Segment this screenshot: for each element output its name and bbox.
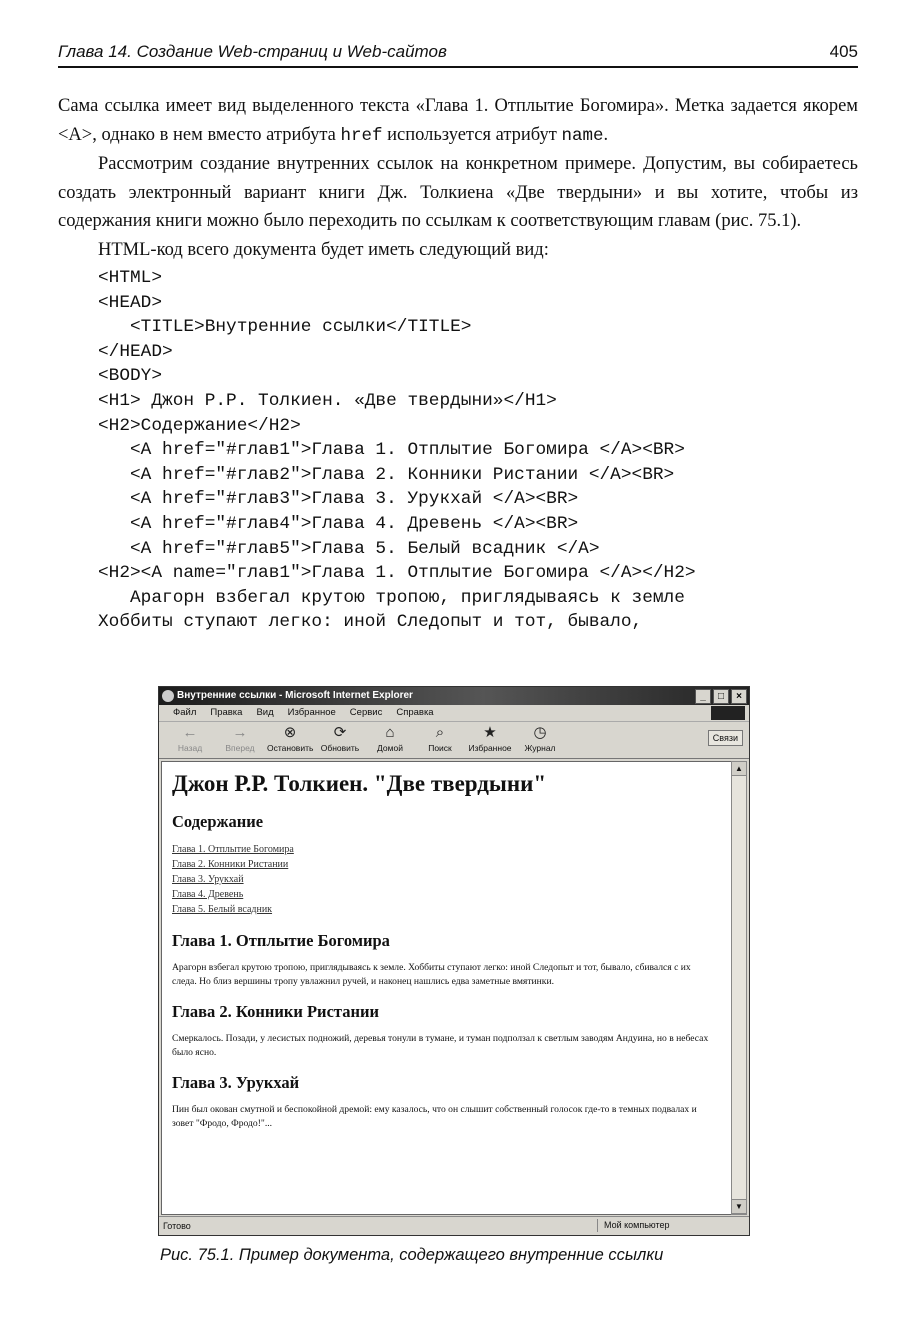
- toolbar-icon: ←: [182, 724, 198, 741]
- toc-list: [172, 842, 732, 917]
- toolbar-button[interactable]: [467, 724, 513, 758]
- paragraph-3: HTML-код всего документа будет иметь следующий вид:: [98, 239, 549, 260]
- code-line: <H2><A name="глав1">Глава 1. Отплытие Богомира </A></H2>: [98, 563, 696, 584]
- toc-link[interactable]: Глава 5. Белый всадник: [172, 904, 273, 915]
- figure-caption: Рис. 75.1. Пример документа, содержащего внутренние ссылки: [160, 1246, 664, 1264]
- toc-link[interactable]: Глава 3. Урукхай: [172, 874, 244, 885]
- page-viewport: [161, 761, 733, 1215]
- code-line: <A href="#глав5">Глава 5. Белый всадник </A>: [98, 538, 600, 559]
- menu-bar: [159, 705, 749, 722]
- toolbar-icon: ⌕: [435, 724, 445, 741]
- toolbar-button[interactable]: [167, 724, 213, 758]
- chapter-2-title: Глава 2. Конники Ристании: [172, 1002, 379, 1021]
- paragraph-1: [58, 92, 858, 150]
- close-icon[interactable]: ×: [731, 689, 747, 704]
- toolbar-button[interactable]: [217, 724, 263, 758]
- status-text: Готово: [163, 1221, 191, 1231]
- ie-icon: [162, 690, 174, 702]
- chapter-title: Создание Web-страниц и Web-сайтов: [136, 42, 447, 61]
- minimize-icon[interactable]: _: [695, 689, 711, 704]
- menu-item[interactable]: Справка: [396, 707, 434, 718]
- toolbar: [159, 722, 749, 759]
- links-button[interactable]: Связи: [708, 730, 743, 746]
- toolbar-icon: →: [232, 724, 248, 741]
- toc-link[interactable]: Глава 4. Древень: [172, 889, 244, 900]
- code-line: <HTML>: [98, 268, 163, 288]
- browser-window: [158, 686, 750, 1236]
- scroll-up-icon[interactable]: ▲: [732, 762, 746, 776]
- menu-item[interactable]: Сервис: [349, 707, 383, 718]
- p1-text-b: используется атрибут: [382, 124, 562, 145]
- menu-item[interactable]: Вид: [256, 707, 274, 718]
- menu-item[interactable]: Правка: [210, 707, 243, 718]
- toolbar-label: Остановить: [267, 743, 314, 753]
- code-line: <HEAD>: [98, 292, 163, 313]
- windows-flag-icon: [711, 706, 745, 720]
- code-line: <TITLE>Внутренние ссылки</TITLE>: [98, 317, 472, 338]
- code-listing: [98, 266, 858, 635]
- p1-text-a: Сама ссылка имеет вид выделенного текста «Глава 1. Отплытие Богомира». Метка задается якорем <A>, однако в нем вместо атрибута: [58, 96, 858, 145]
- code-line: <H1> Джон Р.Р. Толкиен. «Две твердыни»</H1>: [98, 390, 557, 411]
- toolbar-label: Обновить: [320, 743, 360, 753]
- menu-item[interactable]: Файл: [173, 707, 197, 718]
- running-header: [58, 40, 858, 68]
- chapter-1-text: Арагорн взбегал крутою тропою, приглядываясь к земле. Хоббиты ступают легко: иной Следопыт и тот, бывало, сбивался с их следа. Но близ вершины тропу увлажнил ручей, и наконец нашлись едва заметные вмятинки.: [172, 962, 691, 987]
- header-title: [58, 42, 447, 62]
- toolbar-label: Поиск: [428, 743, 452, 753]
- toolbar-label: Вперед: [225, 743, 255, 753]
- page-h1: Джон Р.Р. Толкиен. "Две твердыни": [172, 771, 547, 796]
- toolbar-button[interactable]: [417, 724, 463, 758]
- page-h2-toc: Содержание: [172, 812, 264, 831]
- menu-item[interactable]: Избранное: [287, 707, 336, 718]
- p1-code-name: name: [561, 125, 604, 146]
- scroll-down-icon[interactable]: ▼: [732, 1199, 746, 1214]
- vertical-scrollbar[interactable]: [731, 761, 747, 1215]
- code-line: <H2>Содержание</H2>: [98, 415, 301, 436]
- toolbar-button[interactable]: [317, 724, 363, 758]
- toolbar-label: Назад: [177, 743, 203, 753]
- code-line: <A href="#глав2">Глава 2. Конники Ристании </A><BR>: [98, 464, 675, 485]
- toolbar-label: Домой: [377, 743, 403, 753]
- zone-text: Мой компьютер: [597, 1219, 744, 1232]
- toolbar-button[interactable]: [267, 724, 313, 758]
- toolbar-icon: ⌂: [385, 724, 395, 741]
- chapter-1-title: Глава 1. Отплытие Богомира: [172, 931, 390, 950]
- paragraph-2: Рассмотрим создание внутренних ссылок на конкретном примере. Допустим, вы собираетесь создать электронный вариант книги Дж. Толкиена «Две твердыни» и вы хотите, чтобы из содержания книги можно было переходить по ссылкам к соответствующим главам (рис. 75.1).: [58, 154, 858, 231]
- code-line: <A href="#глав4">Глава 4. Древень </A><BR>: [98, 513, 579, 534]
- toc-link[interactable]: Глава 2. Конники Ристании: [172, 859, 289, 870]
- chapter-3-title: Глава 3. Урукхай: [172, 1073, 300, 1092]
- body-text: [58, 92, 858, 635]
- toolbar-icon: ⟳: [333, 724, 347, 741]
- status-bar: [159, 1216, 749, 1235]
- chapter-label: Глава 14.: [58, 42, 132, 61]
- window-title: Внутренние ссылки - Microsoft Internet Explorer: [177, 690, 413, 701]
- toolbar-icon: ★: [483, 724, 497, 741]
- toolbar-label: Избранное: [468, 743, 512, 753]
- code-line: </HEAD>: [98, 341, 173, 362]
- toolbar-button[interactable]: [517, 724, 563, 758]
- code-line: Арагорн взбегал крутою тропою, приглядываясь к земле: [98, 587, 685, 608]
- p1-text-c: .: [603, 124, 609, 145]
- code-line: <A href="#глав1">Глава 1. Отплытие Богомира </A><BR>: [98, 440, 685, 461]
- chapter-3-text: Пин был окован смутной и беспокойной дремой: ему казалось, что он слышит собственный голосок где-то в темных подвалах и зовет "Фродо, Фродо!"...: [172, 1104, 697, 1129]
- code-line: <BODY>: [98, 366, 163, 387]
- window-controls: [695, 689, 747, 704]
- toolbar-icon: ⊗: [283, 724, 297, 741]
- window-titlebar: [159, 687, 749, 705]
- toolbar-icon: ◷: [533, 724, 547, 741]
- code-line: Хоббиты ступают легко: иной Следопыт и тот, бывало,: [98, 612, 643, 633]
- toolbar-button[interactable]: [367, 724, 413, 758]
- toc-link[interactable]: Глава 1. Отплытие Богомира: [172, 844, 294, 855]
- page-number: 405: [829, 42, 858, 61]
- p1-code-href: href: [340, 125, 383, 146]
- maximize-icon[interactable]: □: [713, 689, 729, 704]
- toolbar-label: Журнал: [524, 743, 556, 753]
- code-line: <A href="#глав3">Глава 3. Урукхай </A><BR>: [98, 489, 579, 510]
- chapter-2-text: Смеркалось. Позади, у лесистых подножий, деревья тонули в тумане, и туман подползал к светлым заводям Андуина, но в небесах было ясно.: [172, 1033, 709, 1058]
